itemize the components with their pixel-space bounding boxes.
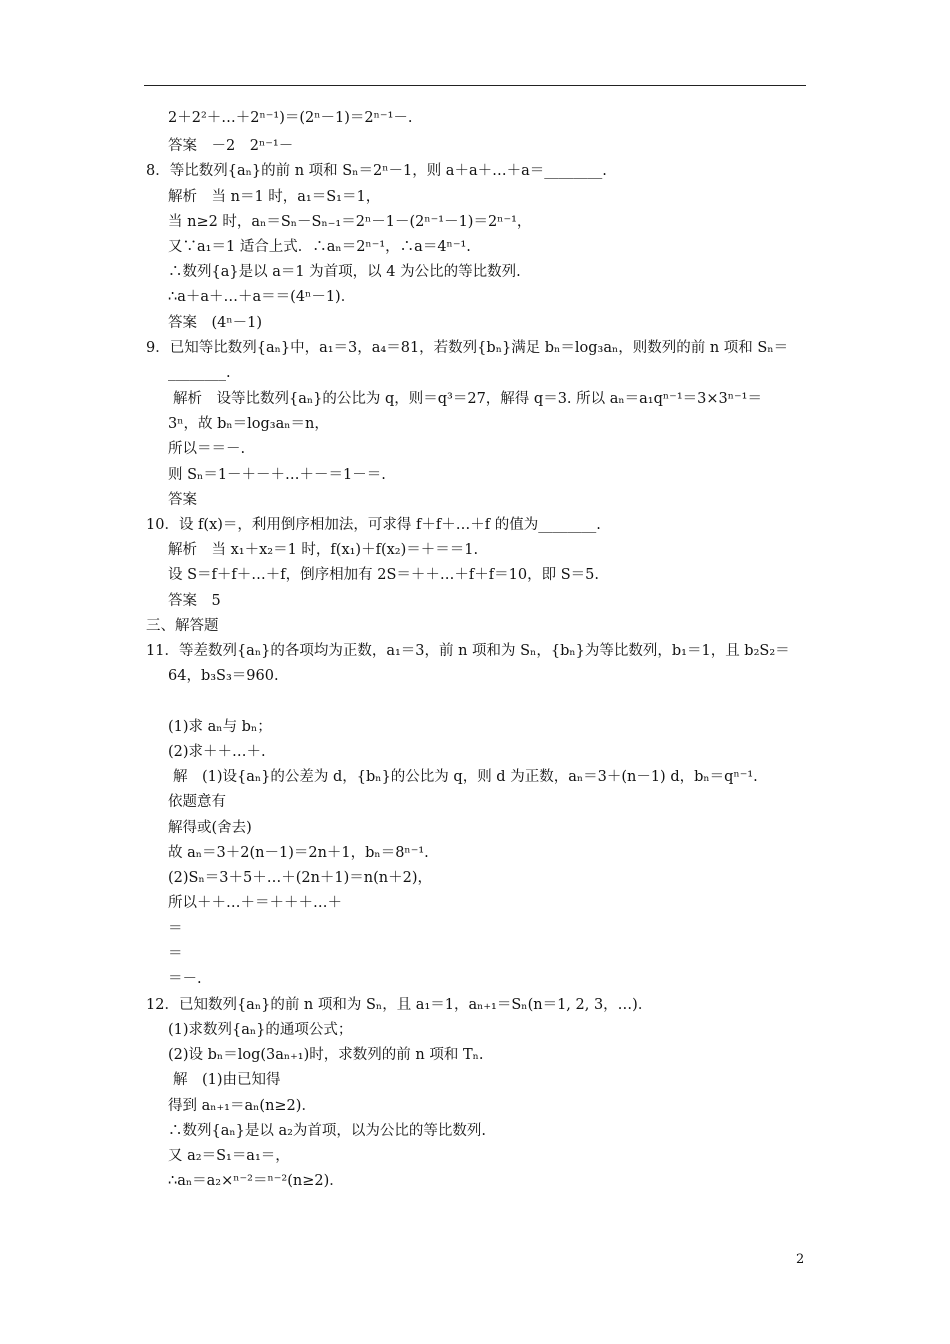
- text-line: (2)Sₙ＝3＋5＋…＋(2n＋1)＝n(n＋2)，: [168, 870, 433, 886]
- text-line: (2)求＋＋…＋.: [168, 744, 266, 760]
- text-line: 当 n≥2 时，aₙ＝Sₙ－Sₙ₋₁＝2ⁿ－1－(2ⁿ⁻¹－1)＝2ⁿ⁻¹，: [168, 214, 532, 230]
- text-line: (1)求 aₙ与 bₙ；: [168, 719, 272, 735]
- text-line: 又∵a₁＝1 适合上式．∴aₙ＝2ⁿ⁻¹，∴a＝4ⁿ⁻¹.: [168, 239, 471, 255]
- text-line: 解析 设等比数列{aₙ}的公比为 q，则＝q³＝27，解得 q＝3. 所以 aₙ＝a₁qⁿ⁻¹＝3×3ⁿ⁻¹＝: [173, 391, 762, 407]
- text-line: 所以＝＝－.: [168, 441, 246, 457]
- text-line: ∴数列{a}是以 a＝1 为首项，以 4 为公比的等比数列.: [168, 264, 521, 280]
- text-line: (1)求数列{aₙ}的通项公式；: [168, 1022, 353, 1038]
- text-line: ＝: [168, 946, 183, 962]
- text-line: ＝－.: [168, 971, 202, 987]
- header-rule: [144, 85, 806, 86]
- text-line: 10．设 f(x)＝，利用倒序相加法，可求得 f＋f＋…＋f 的值为________.: [146, 517, 601, 533]
- text-line: 则 Sₙ＝1－＋－＋…＋－＝1－＝.: [168, 467, 386, 483]
- text-line: 解 (1)设{aₙ}的公差为 d，{bₙ}的公比为 q，则 d 为正数，aₙ＝3＋(n－1) d，bₙ＝qⁿ⁻¹.: [173, 769, 758, 785]
- text-line: 9．已知等比数列{aₙ}中，a₁＝3，a₄＝81，若数列{bₙ}满足 bₙ＝log₃aₙ，则数列的前 n 项和 Sₙ＝: [146, 340, 789, 356]
- text-line: 8．等比数列{aₙ}的前 n 项和 Sₙ＝2ⁿ－1，则 a＋a＋…＋a＝________.: [146, 163, 607, 179]
- text-line: 解析 当 x₁＋x₂＝1 时，f(x₁)＋f(x₂)＝＋＝＝1.: [168, 542, 479, 558]
- text-line: ∴数列{aₙ}是以 a₂为首项，以为公比的等比数列.: [168, 1123, 487, 1139]
- text-line: 答案 5: [168, 593, 221, 609]
- text-line: ________.: [168, 365, 231, 381]
- page-number: 2: [796, 1252, 805, 1267]
- text-line: 答案 (4ⁿ－1): [168, 315, 263, 331]
- text-line: ∴a＋a＋…＋a＝＝(4ⁿ－1)．: [168, 289, 356, 305]
- text-line: 12．已知数列{aₙ}的前 n 项和为 Sₙ，且 a₁＝1，aₙ₊₁＝Sₙ(n＝1, 2, 3，…)．: [146, 997, 653, 1013]
- text-line: (2)设 bₙ＝log(3aₙ₊₁)时，求数列的前 n 项和 Tₙ.: [168, 1047, 484, 1063]
- text-line: 2＋2²＋…＋2ⁿ⁻¹)＝(2ⁿ－1)＝2ⁿ⁻¹－.: [168, 110, 413, 126]
- text-line: 依题意有: [168, 794, 226, 810]
- text-line: 11．等差数列{aₙ}的各项均为正数，a₁＝3，前 n 项和为 Sₙ，{bₙ}为等比数列，b₁＝1，且 b₂S₂＝: [146, 643, 790, 659]
- text-line: 设 S＝f＋f＋…＋f，倒序相加有 2S＝＋＋…＋f＋f＝10，即 S＝5.: [168, 567, 599, 583]
- text-line: 三、解答题: [146, 618, 219, 634]
- text-line: 解 (1)由已知得: [173, 1072, 281, 1088]
- text-line: 解得或(舍去): [168, 820, 252, 836]
- text-line: 3ⁿ，故 bₙ＝log₃aₙ＝n，: [168, 416, 329, 432]
- text-line: 64，b₃S₃＝960.: [168, 668, 279, 684]
- text-line: 所以＋＋…＋＝＋＋＋…＋: [168, 895, 342, 911]
- text-line: 答案: [168, 492, 197, 508]
- text-line: 答案 －2 2ⁿ⁻¹－: [168, 138, 294, 154]
- text-line: ＝: [168, 921, 183, 937]
- text-line: 解析 当 n＝1 时，a₁＝S₁＝1，: [168, 189, 381, 205]
- text-line: ∴aₙ＝a₂×ⁿ⁻²＝ⁿ⁻²(n≥2)．: [168, 1173, 344, 1189]
- text-line: 又 a₂＝S₁＝a₁＝，: [168, 1148, 290, 1164]
- text-line: 得到 aₙ₊₁＝aₙ(n≥2)．: [168, 1098, 316, 1114]
- text-line: 故 aₙ＝3＋2(n－1)＝2n＋1，bₙ＝8ⁿ⁻¹.: [168, 845, 429, 861]
